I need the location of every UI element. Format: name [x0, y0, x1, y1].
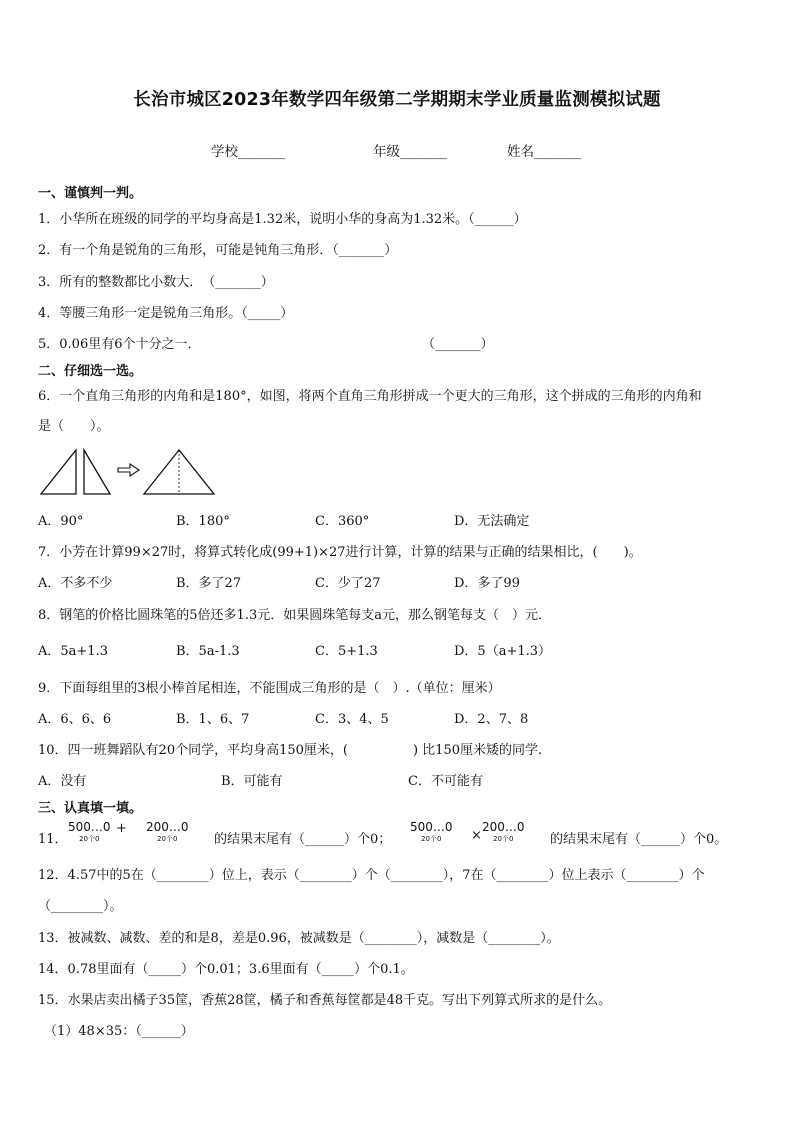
question-3: 3．所有的整数都比小数大． （_______）	[38, 275, 274, 290]
q6-option-b: B．180°	[176, 514, 230, 529]
q10-option-c: C．不可能有	[408, 774, 483, 789]
school-field: 学校_______	[211, 144, 286, 160]
q9-option-d: D．2、7、8	[454, 712, 529, 727]
section-3-heading: 三、认真填一填。	[38, 801, 143, 816]
section-2-heading: 二、仔细选一选。	[38, 364, 143, 379]
q11-term-200-count: 20个0	[157, 835, 178, 843]
question-8: 8．钢笔的价格比圆珠笔的5倍还多1.3元．如果圆珠笔每支a元，那么钢笔每支（ ）元．	[38, 608, 551, 623]
question-7: 7．小芳在计算99×27时，将算式转化成(99+1)×27进行计算，计算的结果与正确的结果相比，( )。	[38, 545, 642, 560]
question-10: 10．四一班舞蹈队有20个同学，平均身高150厘米，( ) 比150厘米矮的同学.	[38, 743, 543, 758]
q8-option-d: D．5（a+1.3）	[454, 644, 552, 659]
question-6-line-1: 6．一个直角三角形的内角和是180°，如图，将两个直角三角形拼成一个更大的三角形，这个拼成的三角形的内角和	[38, 389, 702, 404]
question-6-line-2: 是（ ）。	[38, 419, 110, 434]
question-1: 1．小华所在班级的同学的平均身高是1.32米，说明小华的身高为1.32米。（______）	[38, 212, 527, 227]
question-13: 13．被减数、减数、差的和是8，差是0.96，被减数是（________），减数是（________）。	[38, 931, 560, 946]
q11-expr-b-term1	[410, 821, 453, 843]
right-triangle-right	[84, 450, 110, 494]
question-2: 2．有一个角是锐角的三角形，可能是钝角三角形．（_______）	[38, 243, 398, 258]
q10-option-b: B．可能有	[221, 774, 283, 789]
q11-term-500-count: 20个0	[79, 835, 100, 843]
section-1-heading: 一、谨慎判一判。	[38, 186, 143, 201]
q11-term-200: 200…0	[146, 820, 189, 834]
question-9: 9．下面每组里的3根小棒首尾相连，不能围成三角形的是（ ）.（单位：厘米）	[38, 681, 501, 696]
q6-option-d: D．无法确定	[454, 514, 530, 529]
q11-expr-b-term2	[482, 821, 525, 843]
right-triangle-left	[41, 450, 76, 494]
question-12-line-2: （________）。	[38, 899, 123, 914]
question-12-line-1: 12．4.57中的5在（________）位上，表示（________）个（________），7在（________）位上表示（________）个	[38, 868, 705, 883]
q8-option-b: B．5a-1.3	[176, 644, 240, 659]
triangle-figure	[38, 444, 218, 496]
question-15: 15．水果店卖出橘子35筐，香蕉28筐，橘子和香蕉每筐都是48千克。写出下列算式所求的是什么。	[38, 993, 612, 1008]
question-14: 14．0.78里面有（_____）个0.01；3.6里面有（_____）个0.1。	[38, 962, 414, 977]
q11-expr-a-term1	[68, 821, 111, 843]
q7-option-a: A．不多不少	[38, 576, 113, 591]
q8-option-c: C．5+1.3	[315, 644, 378, 659]
q11-term-500-b-count: 20个0	[421, 835, 442, 843]
q11-term-500-b: 500…0	[410, 820, 453, 834]
question-5-blank: （_______）	[422, 337, 494, 352]
q11-term-200-b-count: 20个0	[493, 835, 514, 843]
q6-option-c: C．360°	[315, 514, 370, 529]
page-title: 长治市城区2023年数学四年级第二学期期末学业质量监测模拟试题	[133, 90, 661, 110]
q11-plus-sign: +	[116, 821, 127, 836]
q11-term-200-b: 200…0	[482, 820, 525, 834]
arrow-icon	[118, 464, 139, 476]
q7-option-d: D．多了99	[454, 576, 520, 591]
q11-text-2: 的结果末尾有（______）个0。	[550, 832, 728, 847]
q7-option-b: B．多了27	[176, 576, 242, 591]
q11-text-1: 的结果末尾有（______）个0；	[214, 832, 392, 847]
q8-option-a: A．5a+1.3	[38, 644, 108, 659]
q9-option-c: C．3、4、5	[315, 712, 389, 727]
q9-option-b: B．1、6、7	[176, 712, 250, 727]
q7-option-c: C．少了27	[315, 576, 381, 591]
name-field: 姓名_______	[507, 144, 582, 160]
q11-times-sign: ×	[471, 828, 482, 843]
q11-term-500: 500…0	[68, 820, 111, 834]
question-4: 4．等腰三角形一定是锐角三角形。（_____）	[38, 306, 294, 321]
grade-field: 年级_______	[373, 144, 448, 160]
q6-option-a: A．90°	[38, 514, 84, 529]
q9-option-a: A．6、6、6	[38, 712, 112, 727]
question-5: 5．0.06里有6个十分之一．	[38, 337, 201, 352]
question-11-label: 11．	[38, 832, 68, 847]
q10-option-a: A．没有	[38, 774, 87, 789]
question-15-part-1: （1）48×35：（______）	[44, 1024, 194, 1039]
q11-expr-a-term2	[146, 821, 189, 843]
